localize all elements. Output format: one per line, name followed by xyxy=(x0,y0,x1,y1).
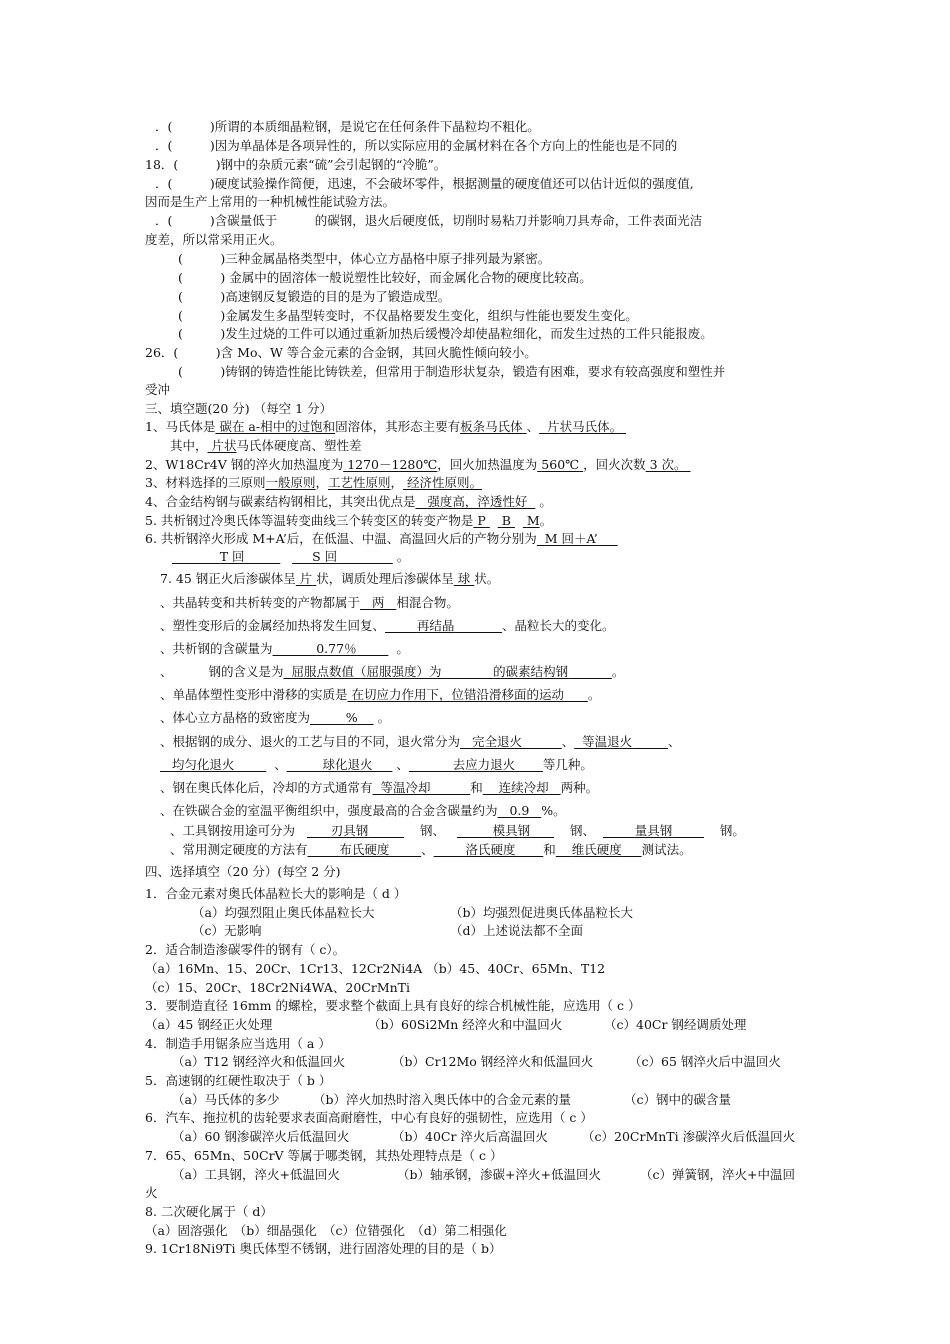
fill-item: 、钢在奥氏体化后，冷却的方式通常有 等温冷却 和 连续冷却 两种。 xyxy=(160,780,599,795)
choice-question: 3．要制造直径 16mm 的螺栓，要求整个截面上具有良好的综合机械性能，应选用（ c ） xyxy=(145,998,641,1013)
choice-option: （c）15、20Cr、18Cr2Ni4WA、20CrMnTi xyxy=(145,980,411,995)
judge-item: 18．( )钢中的杂质元素“硫”会引起钢的“冷脆”。 xyxy=(145,157,447,172)
choice-option: （c）20CrMnTi 渗碳淬火后低温回火 xyxy=(582,1129,796,1144)
judge-item: ．( )所谓的本质细晶粒钢，是说它在任何条件下晶粒均不粗化。 xyxy=(155,119,540,134)
choice-option: （a）45 钢经正火处理 xyxy=(145,1017,273,1032)
choice-option: （a）均强烈阻止奥氏体晶粒长大 xyxy=(192,905,375,920)
choice-option: （a）马氏体的多少 xyxy=(172,1092,280,1107)
choice-option: （c）弹簧钢，淬火+中温回 xyxy=(640,1167,795,1182)
judge-item-continued: 受冲 xyxy=(145,382,171,397)
fill-item: 、单晶体塑性变形中滑移的实质是 在切应力作用下，位错沿滑移面的运动 。 xyxy=(160,687,601,702)
judge-item: ( ) 金属中的固溶体一般说塑性比较好，而金属化合物的硬度比较高。 xyxy=(178,270,592,285)
judge-item: ．( )含碳量低于 的碳钢，退火后硬度低，切削时易粘刀并影响刀具寿命，工件表面光洁 xyxy=(155,213,703,228)
choice-option: （c）65 钢淬火后中温回火 xyxy=(629,1054,781,1069)
judge-item: ( )发生过烧的工件可以通过重新加热后缓慢冷却使晶粒细化，而发生过热的工件只能报废。 xyxy=(178,326,713,341)
choice-question: 9. 1Cr18Ni9Ti 奥氏体型不锈钢，进行固溶处理的目的是（ b） xyxy=(145,1241,502,1256)
fill-item: 7. 45 钢正火后渗碳体呈 片 状，调质处理后渗碳体呈 球 状。 xyxy=(160,571,500,586)
judge-item: ( )三种金属晶格类型中，体心立方晶格中原子排列最为紧密。 xyxy=(178,251,551,266)
choice-heading: 四、选择填空（20 分）(每空 2 分) xyxy=(145,864,341,879)
choice-option: （c）无影响 xyxy=(192,923,262,938)
fill-item: 、常用测定硬度的方法有 布氏硬度 、 洛氏硬度 和 维氏硬度 测试法。 xyxy=(170,842,692,857)
judge-item: ( )铸钢的铸造性能比铸铁差，但常用于制造形状复杂，锻造有困难，要求有较高强度和塑性并 xyxy=(178,364,726,379)
choice-option: （b）淬火加热时溶入奥氏体中的合金元素的量 xyxy=(313,1092,572,1107)
choice-question: 5．高速钢的红硬性取决于（ b ） xyxy=(145,1073,332,1088)
choice-option: （b）60Si2Mn 经淬火和中温回火 xyxy=(368,1017,563,1032)
fill-item-continued: 均匀化退火 、 球化退火 、 去应力退火 等几种。 xyxy=(171,757,593,772)
choice-option: （b）轴承钢，渗碳+淬火+低温回火 xyxy=(397,1167,601,1182)
judge-item-continued: 度差，所以常采用正火。 xyxy=(145,232,283,247)
fill-item: 、在铁碳合金的室温平衡组织中，强度最高的合金含碳量约为 0.9 %。 xyxy=(160,803,566,818)
fill-item: 4、合金结构钢与碳素结构钢相比，其突出优点是 强度高，淬透性好 。 xyxy=(145,494,552,509)
fill-item: 6. 共析钢淬火形成 M+A’后，在低温、中温、高温回火后的产物分别为 M 回＋A’ xyxy=(145,531,598,546)
choice-option: （b）40Cr 淬火后高温回火 xyxy=(392,1129,548,1144)
judge-item: ．( )因为单晶体是各项异性的，所以实际应用的金属材料在各个方向上的性能也是不同的 xyxy=(155,138,678,153)
fill-item-continued: T 回 S 回 。 xyxy=(219,549,410,564)
fill-item: 2、W18Cr4V 钢的淬火加热温度为 1270－1280℃，回火加热温度为 560℃ ，回火次数 3 次。 xyxy=(145,457,687,472)
choice-option: （a）T12 钢经淬火和低温回火 xyxy=(172,1054,346,1069)
fill-item: 3、材料选择的三原则一般原则，工艺性原则， 经济性原则。 xyxy=(145,475,483,490)
fill-item: 、根据钢的成分、退火的工艺与目的不同，退火常分为 完全退火 、 等温退火 、 xyxy=(160,734,681,749)
judge-item: ( )金属发生多晶型转变时，不仅晶格要发生变化，组织与性能也要发生变化。 xyxy=(178,308,638,323)
judge-item: ．( )硬度试验操作简便，迅速，不会破坏零件，根据测量的硬度值还可以估计近似的强度值, xyxy=(155,176,694,191)
fill-item: 1、马氏体是 碳在 a-相中的过饱和固溶体，其形态主要有板条马氏体 、 片状马氏体。 xyxy=(145,419,623,434)
fill-item: 5. 共析钢过冷奥氏体等温转变曲线三个转变区的转变产物是 P B M。 xyxy=(145,513,553,528)
choice-option-continued: 火 xyxy=(145,1185,158,1200)
choice-question: 8. 二次硬化属于（ d） xyxy=(145,1204,273,1219)
choice-question: 7．65、65Mn、50CrV 等属于哪类钢，其热处理特点是（ c ） xyxy=(145,1148,503,1163)
choice-question: 6．汽车、拖拉机的齿轮要求表面高耐磨性，中心有良好的强韧性，应选用（ c ） xyxy=(145,1110,593,1125)
choice-option: （d）上述说法都不全面 xyxy=(450,923,584,938)
choice-option: （a）工具钢，淬火+低温回火 xyxy=(172,1167,340,1182)
choice-options: （a）固溶强化 （b）细晶强化 （c）位错强化 （d）第二相强化 xyxy=(145,1223,507,1238)
choice-option: （c）钢中的碳含量 xyxy=(624,1092,732,1107)
fill-item: 、体心立方晶格的致密度为 % 。 xyxy=(160,710,391,725)
choice-question: 1．合金元素对奥氏体晶粒长大的影响是（ d ） xyxy=(145,886,407,901)
judge-item-continued: 因而是生产上常用的一种机械性能试验方法。 xyxy=(145,194,396,209)
choice-option: （a）16Mn、15、20Cr、1Cr13、12Cr2Ni4A （b）45、40Cr、65Mn、T12 xyxy=(145,961,606,976)
fill-item: 、共晶转变和共析转变的产物都属于 两 相混合物。 xyxy=(160,595,459,610)
fill-item: 、塑性变形后的金属经加热将发生回复、 再结晶 、晶粒长大的变化。 xyxy=(160,618,615,633)
fill-heading: 三、填空题(20 分) （每空 1 分） xyxy=(145,401,333,416)
choice-option: （c）40Cr 钢经调质处理 xyxy=(604,1017,747,1032)
fill-item: 、工具钢按用途可分为 刃具钢 钢、 模具钢 钢、 量具钢 钢。 xyxy=(170,823,745,838)
judge-item: ( )高速钢反复锻造的目的是为了锻造成型。 xyxy=(178,289,451,304)
choice-option: （a）60 钢渗碳淬火后低温回火 xyxy=(172,1129,350,1144)
fill-item: 、共析钢的含碳量为 0.77％ 。 xyxy=(160,641,409,656)
fill-item: 、 钢的含义是为 屈服点数值（屈服强度）为 的碳素结构钢 。 xyxy=(160,664,625,679)
choice-question: 4．制造手用锯条应当选用（ a ） xyxy=(145,1036,331,1051)
choice-option: （b）Cr12Mo 钢经淬火和低温回火 xyxy=(392,1054,594,1069)
choice-question: 2．适合制造渗碳零件的钢有（ c）。 xyxy=(145,942,346,957)
choice-option: （b）均强烈促进奥氏体晶粒长大 xyxy=(450,905,634,920)
fill-item-continued: 其中， 片状马氏体硬度高、塑性差 xyxy=(170,438,362,453)
judge-item: 26．( )含 Mo、W 等合金元素的合金钢，其回火脆性倾向较小。 xyxy=(145,345,537,360)
